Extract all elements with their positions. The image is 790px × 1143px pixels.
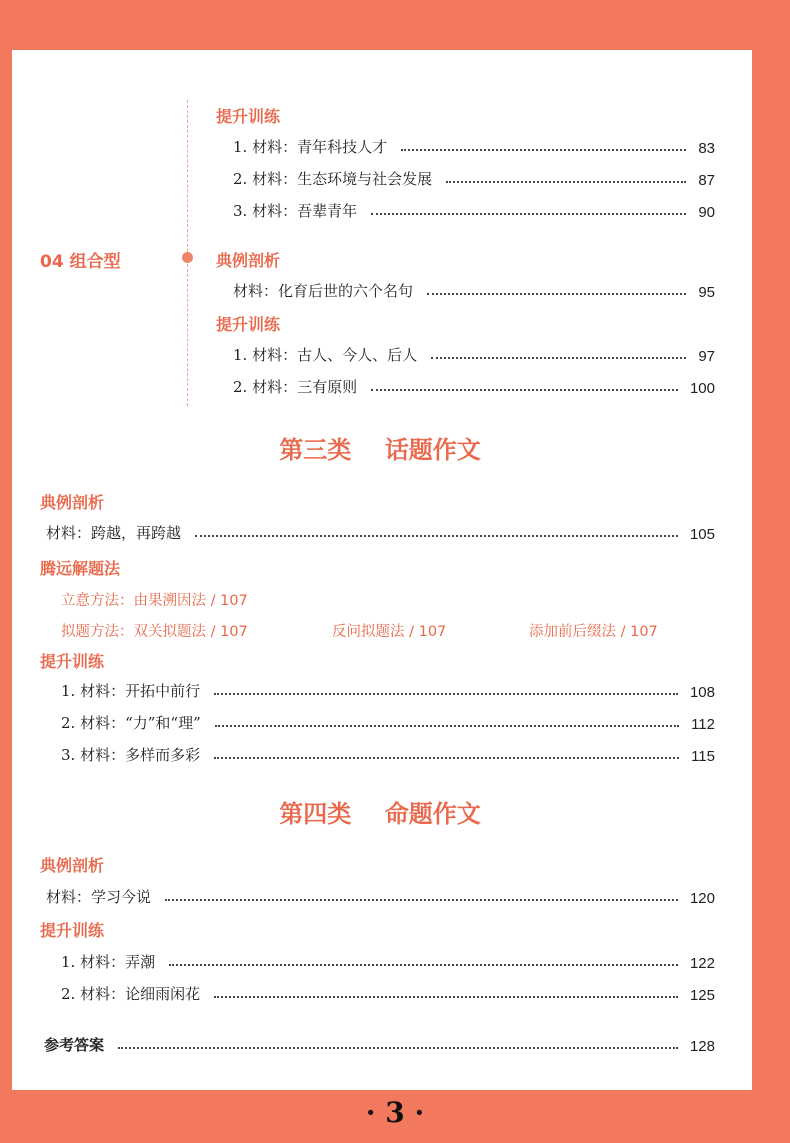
section-heading: 提升训练 (216, 107, 281, 126)
toc-entry-page: 100 (689, 380, 715, 397)
toc-entry[interactable] (61, 743, 715, 765)
page-number: · 3 · (365, 1096, 425, 1129)
method-entry[interactable]: 立意方法：由果溯因法 / 107 (61, 593, 248, 609)
section-heading: 提升训练 (40, 921, 105, 940)
toc-entry-page: 125 (689, 987, 715, 1004)
section-heading: 提升训练 (216, 315, 281, 334)
toc-entry[interactable] (233, 375, 715, 397)
leader-dots (214, 996, 678, 998)
leader-dots (169, 964, 678, 966)
timeline-dot (182, 252, 193, 263)
toc-entry-page: 108 (689, 684, 715, 701)
section-heading: 提升训练 (40, 652, 105, 671)
section-heading: 典例剖析 (216, 251, 281, 270)
type-label: 04 组合型 (40, 252, 121, 272)
leader-dots (427, 293, 686, 295)
leader-dots (195, 535, 678, 537)
toc-entry[interactable] (61, 950, 715, 972)
toc-entry[interactable] (46, 885, 715, 907)
toc-entry-title: 材料：学习今说 (46, 888, 152, 906)
toc-entry-title: 2. 材料：论细雨闲花 (61, 985, 201, 1003)
toc-entry-page: 97 (698, 348, 715, 365)
leader-dots (446, 181, 686, 183)
toc-entry-title: 1. 材料：弄潮 (61, 953, 156, 971)
toc-entry-title: 1. 材料：开拓中前行 (61, 682, 201, 700)
leader-dots (118, 1047, 678, 1049)
leader-dots (371, 213, 686, 215)
leader-dots (215, 725, 679, 727)
toc-entry-title: 参考答案 (44, 1036, 105, 1054)
toc-entry-page: 115 (691, 748, 715, 765)
toc-entry-page: 95 (698, 284, 715, 301)
leader-dots (371, 389, 678, 391)
toc-entry-page: 83 (698, 140, 715, 157)
leader-dots (214, 693, 678, 695)
toc-entry-title: 2. 材料：“力”和“理” (61, 714, 201, 732)
toc-entry[interactable] (46, 521, 715, 543)
toc-entry-page: 122 (689, 955, 715, 972)
section-heading: 典例剖析 (40, 856, 105, 875)
toc-entry-title: 2. 材料：生态环境与社会发展 (233, 170, 433, 188)
leader-dots (214, 757, 679, 759)
section-heading: 腾远解题法 (40, 559, 121, 578)
toc-entry[interactable] (61, 982, 715, 1004)
section-title: 第四类 命题作文 (279, 799, 481, 828)
toc-entry-title: 2. 材料：三有原则 (233, 378, 358, 396)
leader-dots (431, 357, 686, 359)
toc-entry-page: 87 (698, 172, 715, 189)
toc-entry-title: 材料：跨越，再跨越 (46, 524, 182, 542)
section-title: 第三类 话题作文 (279, 435, 481, 464)
toc-entry-answers[interactable] (44, 1033, 715, 1055)
leader-dots (401, 149, 686, 151)
method-entry[interactable]: 反问拟题法 / 107 (332, 624, 447, 640)
toc-entry-title: 1. 材料：古人、今人、后人 (233, 346, 418, 364)
toc-entry-page: 105 (689, 526, 715, 543)
toc-entry[interactable] (233, 199, 715, 221)
toc-entry-title: 材料：化育后世的六个名句 (233, 282, 414, 300)
toc-entry[interactable] (233, 135, 715, 157)
toc-entry[interactable] (61, 679, 715, 701)
toc-entry-page: 90 (698, 204, 715, 221)
toc-entry-page: 128 (689, 1038, 715, 1055)
toc-entry[interactable] (233, 167, 715, 189)
toc-entry[interactable] (233, 279, 715, 301)
method-entry[interactable]: 拟题方法：双关拟题法 / 107 (61, 624, 248, 640)
method-entry[interactable]: 添加前后缀法 / 107 (529, 624, 658, 640)
toc-entry-page: 120 (689, 890, 715, 907)
section-heading: 典例剖析 (40, 493, 105, 512)
toc-entry-title: 3. 材料：多样而多彩 (61, 746, 201, 764)
toc-entry[interactable] (233, 343, 715, 365)
toc-entry[interactable] (61, 711, 715, 733)
leader-dots (165, 899, 678, 901)
toc-entry-title: 1. 材料：青年科技人才 (233, 138, 388, 156)
toc-entry-page: 112 (691, 716, 715, 733)
toc-entry-title: 3. 材料：吾辈青年 (233, 202, 358, 220)
